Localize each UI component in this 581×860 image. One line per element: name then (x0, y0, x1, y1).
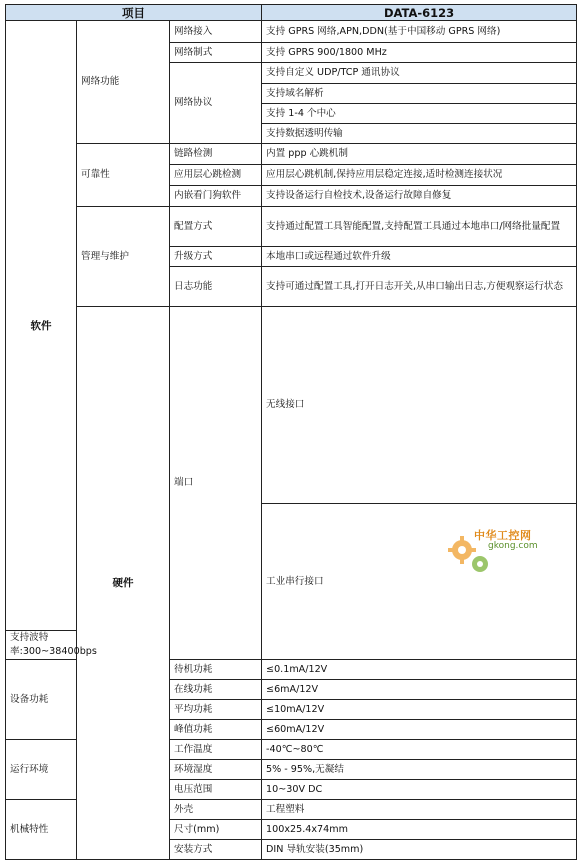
value-watchdog: 支持设备运行自检技术,设备运行故障自修复 (262, 186, 577, 207)
value-config-method: 支持通过配置工具智能配置,支持配置工具通过本地串口/网络批量配置 (262, 207, 577, 247)
item-average-power: 平均功耗 (170, 700, 262, 720)
item-network-access: 网络接入 (170, 21, 262, 43)
value-protocol-4: 支持数据透明传输 (262, 124, 577, 144)
value-network-standard: 支持 GPRS 900/1800 MHz (262, 43, 577, 63)
item-size: 尺寸(mm) (170, 820, 262, 840)
section-hardware: 硬件 (77, 307, 170, 860)
category-power: 设备功耗 (6, 660, 77, 740)
section-software: 软件 (6, 21, 77, 631)
item-upgrade-method: 升级方式 (170, 247, 262, 267)
value-upgrade-method: 本地串口或远程通过软件升级 (262, 247, 577, 267)
value-average-power: ≤10mA/12V (262, 700, 577, 720)
table-row (6, 21, 577, 43)
value-work-temp: -40℃~80℃ (262, 740, 577, 760)
category-network: 网络功能 (77, 21, 170, 144)
category-management: 管理与维护 (77, 207, 170, 307)
value-link-detection: 内置 ppp 心跳机制 (262, 144, 577, 165)
value-voltage: 10~30V DC (262, 780, 577, 800)
item-watchdog: 内嵌看门狗软件 (170, 186, 262, 207)
table-row (6, 144, 577, 165)
item-link-detection: 链路检测 (170, 144, 262, 165)
table-row (6, 307, 577, 504)
item-humidity: 环境湿度 (170, 760, 262, 780)
category-ports: 端口 (170, 307, 262, 660)
value-shell: 工程塑料 (262, 800, 577, 820)
watermark-text: 中华工控网 (474, 529, 532, 542)
header-product: DATA-6123 (262, 5, 577, 21)
value-app-heartbeat: 应用层心跳机制,保持应用层稳定连接,适时检测连接状况 (262, 165, 577, 186)
table-row (6, 207, 577, 247)
item-network-standard: 网络制式 (170, 43, 262, 63)
item-config-method: 配置方式 (170, 207, 262, 247)
value-protocol-1: 支持自定义 UDP/TCP 通讯协议 (262, 63, 577, 84)
item-mount: 安装方式 (170, 840, 262, 860)
item-standby-power: 待机功耗 (170, 660, 262, 680)
item-serial-port: 工业串行接口 (262, 504, 577, 660)
item-shell: 外壳 (170, 800, 262, 820)
spec-table (5, 4, 577, 860)
category-environment: 运行环境 (6, 740, 77, 800)
value-protocol-3: 支持 1-4 个中心 (262, 104, 577, 124)
item-voltage: 电压范围 (170, 780, 262, 800)
value-serial-2: 支持波特率:300~38400bps (6, 631, 77, 660)
value-log-function: 支持可通过配置工具,打开日志开关,从串口输出日志,方便观察运行状态 (262, 267, 577, 307)
value-humidity: 5% - 95%,无凝结 (262, 760, 577, 780)
value-online-power: ≤6mA/12V (262, 680, 577, 700)
value-mount: DIN 导轨安装(35mm) (262, 840, 577, 860)
value-standby-power: ≤0.1mA/12V (262, 660, 577, 680)
value-peak-power: ≤60mA/12V (262, 720, 577, 740)
item-work-temp: 工作温度 (170, 740, 262, 760)
value-protocol-2: 支持域名解析 (262, 84, 577, 104)
item-app-heartbeat: 应用层心跳检测 (170, 165, 262, 186)
watermark-sub: gkong.com (488, 541, 538, 551)
category-reliability: 可靠性 (77, 144, 170, 207)
item-online-power: 在线功耗 (170, 680, 262, 700)
value-network-access: 支持 GPRS 网络,APN,DDN(基于中国移动 GPRS 网络) (262, 21, 577, 43)
value-size: 100x25.4x74mm (262, 820, 577, 840)
table-header-row (6, 5, 577, 21)
item-wireless-port: 无线接口 (262, 307, 577, 504)
item-network-protocol: 网络协议 (170, 63, 262, 144)
header-item: 项目 (6, 5, 262, 21)
item-peak-power: 峰值功耗 (170, 720, 262, 740)
item-log-function: 日志功能 (170, 267, 262, 307)
category-mechanical: 机械特性 (6, 800, 77, 860)
